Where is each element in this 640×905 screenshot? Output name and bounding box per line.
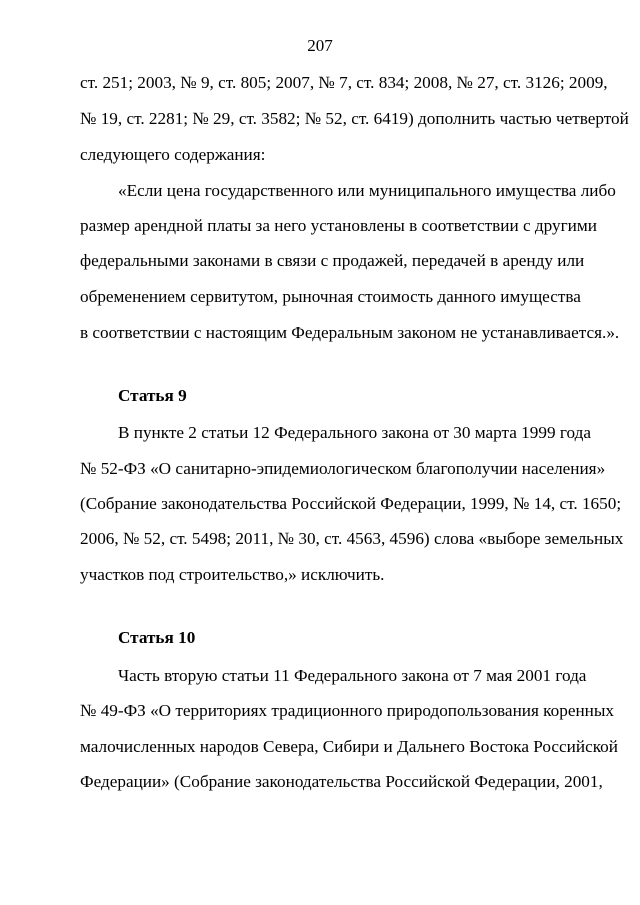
quote-line-2: размер арендной платы за него установлены в соответствии с другими xyxy=(80,216,597,235)
article-9-line-4: 2006, № 52, ст. 5498; 2011, № 30, ст. 4563, 4596) слова «выборе земельных xyxy=(80,529,624,548)
quote-line-3: федеральными законами в связи с продажей, передачей в аренду или xyxy=(80,251,585,270)
article-9-line-2: № 52-ФЗ «О санитарно-эпидемиологическом благополучии населения» xyxy=(80,459,606,478)
page-number: 207 xyxy=(307,36,333,55)
article-9-line-3: (Собрание законодательства Российской Федерации, 1999, № 14, ст. 1650; xyxy=(80,494,622,513)
article-10-heading: Статья 10 xyxy=(118,628,196,647)
quote-line-5: в соответствии с настоящим Федеральным законом не устанавливается.». xyxy=(80,323,620,342)
quote-line-4: обременением сервитутом, рыночная стоимость данного имущества xyxy=(80,287,581,306)
article-10-line-3: малочисленных народов Севера, Сибири и Дальнего Востока Российской xyxy=(80,737,618,756)
article-9-line-1: В пункте 2 статьи 12 Федерального закона от 30 марта 1999 года xyxy=(118,423,591,442)
article-9-heading: Статья 9 xyxy=(118,386,187,405)
intro-line-2: № 19, ст. 2281; № 29, ст. 3582; № 52, ст. 6419) дополнить частью четвертой xyxy=(80,109,629,128)
article-10-line-4: Федерации» (Собрание законодательства Российской Федерации, 2001, xyxy=(80,772,603,791)
article-10-line-1: Часть вторую статьи 11 Федерального закона от 7 мая 2001 года xyxy=(118,666,587,685)
intro-line-3: следующего содержания: xyxy=(80,145,266,164)
quote-line-1: «Если цена государственного или муниципального имущества либо xyxy=(118,181,616,200)
article-9-line-5: участков под строительство,» исключить. xyxy=(80,565,385,584)
article-10-line-2: № 49-ФЗ «О территориях традиционного природопользования коренных xyxy=(80,701,614,720)
intro-line-1: ст. 251; 2003, № 9, ст. 805; 2007, № 7, ст. 834; 2008, № 27, ст. 3126; 2009, xyxy=(80,73,608,92)
